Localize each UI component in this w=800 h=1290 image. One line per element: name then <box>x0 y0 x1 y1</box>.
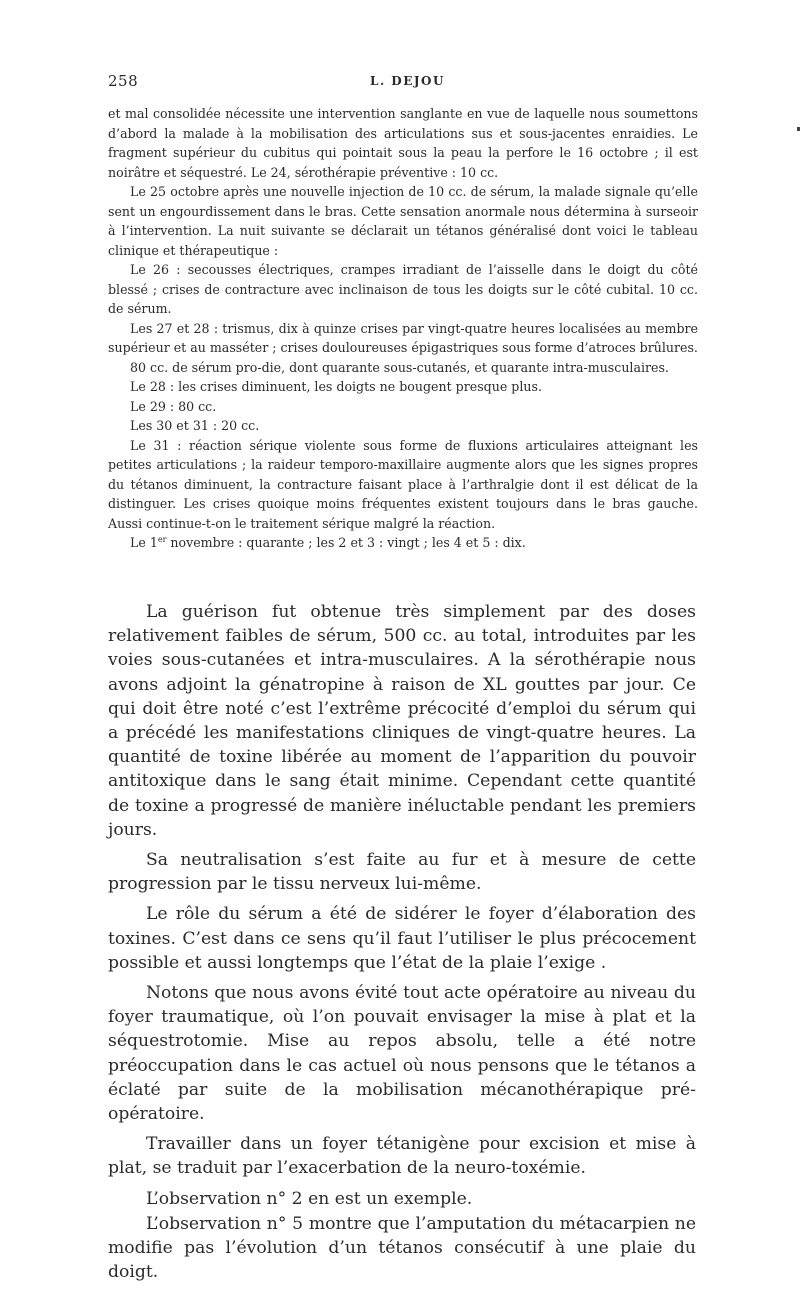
discussion-paragraph: Le rôle du sérum a été de sidérer le foyer d’élaboration des toxines. C’est dans ce sens qu’il faut l’utiliser le plus précocement possible et aussi longtemps que l’état de la plaie l’exige . <box>108 904 696 973</box>
case-paragraph: Le 29 : 80 cc. <box>130 398 217 414</box>
page-number: 258 <box>108 72 139 90</box>
discussion-section <box>108 600 696 1290</box>
case-paragraph: 80 cc. de sérum pro-die, dont quarante sous-cutanés, et quarante intra-musculaires. <box>130 359 669 375</box>
case-paragraph: Le 25 octobre après une nouvelle injection de 10 cc. de sérum, la malade signale qu’elle sent un engourdissement dans le bras. Cette sensation anormale nous détermina à surseoir à l’intervention. La nuit suivante se déclarait un tétanos généralisé dont voici le tableau clinique et thérapeutique : <box>108 184 698 258</box>
case-paragraph: Le 26 : secousses électriques, crampes irradiant de l’aisselle dans le doigt du côté blessé ; crises de contracture avec inclinaison de tous les doigts sur le côté cubital. 10 cc. de sérum. <box>108 262 698 316</box>
discussion-paragraph: Sa neutralisation s’est faite au fur et à mesure de cette progression par le tissu nerveux lui-même. <box>108 850 696 895</box>
case-paragraph-last <box>108 533 698 553</box>
running-head: L. DEJOU <box>370 74 445 88</box>
discussion-paragraph: L’observation n° 5 montre que l’amputation du métacarpien ne modifie pas l’évolution d’un tétanos consécutif à une plaie du doigt. <box>108 1213 696 1283</box>
case-paragraph: Les 30 et 31 : 20 cc. <box>130 418 260 433</box>
date-prefix: Le 1 <box>130 535 158 550</box>
page-header <box>108 72 698 92</box>
case-notes-section <box>108 104 698 553</box>
case-paragraph: et mal consolidée nécessite une intervention sanglante en vue de laquelle nous soumettons d’abord la malade à la mobilisation des articulations sus et sous-jacentes enraidies. Le fragment supérieur du cubitus qui pointait sous la peau la perfore le 16 octobre ; il est noirâtre et séquestré. Le 24, sérothérapie préventive : 10 cc. <box>108 106 698 180</box>
discussion-paragraph: L’observation n° 2 en est un exemple. <box>146 1188 473 1209</box>
case-paragraph: Les 27 et 28 : trismus, dix à quinze crises par vingt-quatre heures localisées au membre supérieur et au masséter ; crises douloureuses épigastriques sous forme d’atroces brûlures. <box>108 320 698 355</box>
date-rest: novembre : quarante ; les 2 et 3 : vingt ; les 4 et 5 : dix. <box>166 535 526 550</box>
discussion-paragraph: Travailler dans un foyer tétanigène pour excision et mise à plat, se traduit par l’exacerbation de la neuro-toxémie. <box>108 1134 696 1179</box>
ordinal-superscript: er <box>157 534 167 544</box>
case-paragraph: Le 28 : les crises diminuent, les doigts ne bougent presque plus. <box>130 379 542 394</box>
discussion-paragraph: La guérison fut obtenue très simplement par des doses relativement faibles de sérum, 500 cc. au total, introduites par les voies sous-cutanées et intra-musculaires. A la sérothérapie nous avons adjoint la génatropine à raison de XL gouttes par jour. Ce qui doit être noté c’est l’extrême précocité d’emploi du sérum qui a précédé les manifestations cliniques de vingt-quatre heures. La quantité de toxine libérée au moment de l’apparition du pouvoir antitoxique dans le sang était minime. Cependant cette quantité de toxine a progressé de manière inéluctable pendant les premiers jours. <box>108 602 696 840</box>
discussion-paragraph: Notons que nous avons évité tout acte opératoire au niveau du foyer traumatique, où l’on pouvait envisager la mise à plat et la séquestrotomie. Mise au repos absolu, telle a été notre préoccupation dans le cas actuel où nous pensons que le tétanos a éclaté par suite de la mobilisation mécanothérapique pré-opératoire. <box>108 983 696 1125</box>
case-paragraph: Le 31 : réaction sérique violente sous forme de fluxions articulaires atteignant les petites articulations ; la raideur temporo-maxillaire augmente alors que les signes propres du tétanos diminuent, la contracture faisant place à l’arthralgie dont il est délicat de la distinguer. Les crises quoique moins fréquentes existent toujours dans le bras gauche. Aussi continue-t-on le traitement sérique malgré la réaction. <box>108 437 698 531</box>
